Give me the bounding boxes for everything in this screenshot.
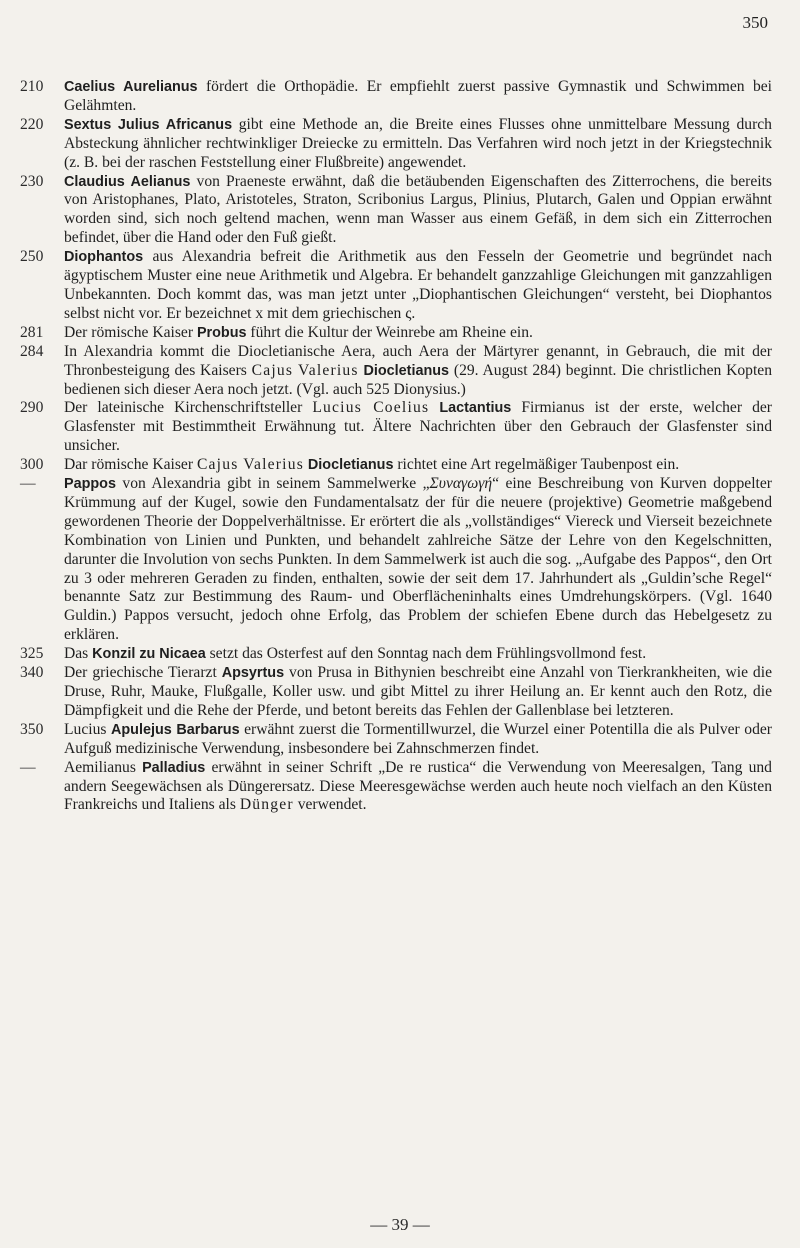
chronology-entry bbox=[20, 645, 772, 664]
text-run: Der lateinische Kirchenschriftsteller bbox=[64, 399, 313, 417]
entry-text bbox=[64, 645, 772, 664]
greek-title: Συναγωγή bbox=[429, 475, 493, 493]
text-run: Lucius bbox=[64, 720, 111, 738]
chronology-entry bbox=[20, 324, 772, 343]
chronology-entry bbox=[20, 116, 772, 173]
spaced-text: Cajus Valerius bbox=[196, 456, 304, 474]
entry-year: 250 bbox=[20, 248, 44, 266]
person-name: Diocletianus bbox=[307, 457, 394, 474]
text-run: In Alexandria kommt die Diocletianische Aera, auch Aera der Märtyrer genannt, in Gebrauch, die mit der Thronbesteigung des Kaisers bbox=[64, 342, 772, 379]
entry-text bbox=[64, 721, 772, 759]
entry-year: 300 bbox=[20, 456, 44, 474]
person-name: Apulejus Barbarus bbox=[110, 721, 240, 738]
entry-text bbox=[64, 248, 772, 324]
text-run: Dar römische Kaiser bbox=[64, 456, 197, 474]
page-number: 350 bbox=[742, 13, 768, 32]
text-run: Der römische Kaiser bbox=[64, 323, 197, 341]
chronology-entry bbox=[20, 343, 772, 400]
entry-year: 340 bbox=[20, 664, 44, 682]
chronology-entry bbox=[20, 759, 772, 816]
text-run: fördert die Orthopädie. Er empfiehlt zuerst passive Gymnastik und Schwimmen bei Gelähmten. bbox=[64, 78, 773, 114]
person-name: Lactantius bbox=[439, 400, 512, 417]
entry-year: 325 bbox=[20, 645, 44, 663]
entry-text bbox=[64, 456, 772, 475]
entry-text bbox=[64, 324, 772, 343]
spaced-text: Valerius bbox=[297, 361, 359, 379]
entry-year: 230 bbox=[20, 172, 44, 190]
text-run: erwähnt zuerst die Tormentillwurzel, die Wurzel einer Potentilla die als Pulver oder Aufguß medizinische Verwendung, insbesondere bei Zahnschmerzen findet. bbox=[64, 720, 772, 757]
entry-year: 350 bbox=[20, 720, 44, 738]
entry-year: 220 bbox=[20, 115, 44, 133]
text-run: von Praeneste erwähnt, daß die betäubenden Eigenschaften des Zitterrochens, die bereits von Aristophanes, Plato, Aristoteles, Straton, Scribonius Largus, Plinius, Plutarch, Galen und Oppian erwähnt worden sind, sich noch geltend machen, wenn man Wasser aus einem Gefäß, in dem sich ein Zitterrochen befindet, über die Hand oder den Fuß gießt. bbox=[64, 172, 772, 247]
chronology-entry bbox=[20, 664, 772, 721]
person-name: Sextus Julius Africanus bbox=[64, 116, 233, 133]
entry-text bbox=[64, 78, 772, 116]
entry-year: 284 bbox=[20, 342, 44, 360]
chronology-entry bbox=[20, 456, 772, 475]
text-run bbox=[429, 399, 439, 416]
person-name: Probus bbox=[196, 324, 247, 341]
person-name: Konzil zu Nicaea bbox=[92, 646, 206, 663]
text-run: erwähnt in seiner Schrift „De re rustica“ die Verwendung von Meeresalgen, Tang und andern Seegewächsen als Düngerersatz. Diese Meeresgewächse werden auch heute noch vielfach an den Küsten Frankreichs und Italiens als bbox=[64, 758, 772, 814]
text-run: Das bbox=[64, 645, 93, 663]
person-name: Caelius Aurelianus bbox=[64, 79, 198, 95]
text-run: verwendet. bbox=[293, 796, 367, 814]
text-run: von Prusa in Bithynien beschreibt eine Anzahl von Tierkrankheiten, wie die Druse, Ruhr, Mauke, Flußgalle, Koller usw. und gibt Mittel zu ihrer Heilung an. Er kennt auch den Rotz, die Dämpfigkeit und die Rehe der Pferde, und betont bereits das Fehlen der Gallenblase bei letzteren. bbox=[64, 664, 772, 719]
entry-year: 210 bbox=[20, 78, 44, 95]
chronology-entry bbox=[20, 399, 772, 456]
entry-year: 281 bbox=[20, 323, 44, 341]
text-run: Aemilianus bbox=[64, 758, 143, 776]
chronology-entry bbox=[20, 248, 772, 324]
entry-text bbox=[64, 759, 772, 816]
text-run: “ eine Beschreibung von Kurven doppelter Krümmung auf der Kugel, sowie den Fundamentalsatz der für die neuere (projektive) Geometrie maßgebend gewordenen Theorie der Doppelverhältnisse. Er erörtert die als „vollständiges“ Viereck und Vierseit bezeichnete Kombination von Linien und Punkten, und behandelt zahlreiche Sätze der Lehre von den Kegelschnitten, darunter die Involution von sechs Punkten. In dem Sammelwerk ist auch die sog. „Aufgabe des Pappos“, den Ort zu 3 oder mehreren Geraden zu finden, enthalten, sowie der seit dem 17. Jahrhundert als „Guldin’sche Regel“ benannte Satz zur Bestimmung des Raum- und Oberflächeninhalts eines Umdrehungskörpers. (Vgl. 1640 Guldin.) Pappos versucht, jedoch ohne Erfolg, das Problem der schiefen Ebene durch das Hebelgesetz zu erklären. bbox=[64, 475, 772, 644]
entry-text bbox=[64, 343, 772, 400]
person-name: Palladius bbox=[142, 759, 206, 776]
chronology-entry bbox=[20, 173, 772, 249]
text-run: führt die Kultur der Weinrebe am Rheine ein. bbox=[246, 323, 533, 341]
text-run: setzt das Osterfest auf den Sonntag nach dem Frühlingsvollmond fest. bbox=[205, 645, 647, 663]
text-run: (29. August 284) beginnt. Die christlichen Kopten bedienen sich dieser Aera noch jetzt. (Vgl. auch 525 Dionysius.) bbox=[64, 361, 773, 398]
entry-text bbox=[64, 173, 772, 249]
text-run: Der griechische Tierarzt bbox=[64, 664, 222, 682]
text-run: Firmianus ist der erste, welcher der Glasfenster mit Bestimmtheit Erwähnung tut. Ältere Nachrichten über den Gebrauch der Glasfenster sind unsicher. bbox=[64, 399, 772, 455]
text-run: aus Alexandria befreit die Arithmetik aus den Fesseln der Geometrie und begründet nach ägyptischem Muster eine neue Arithmetik und Algebra. Er behandelt ganzzahlige Gleichungen mit ganzzahligen Unbekannten. Doch kommt das, was man jetzt unter „Diophantischen Gleichungen“ versteht, bei Diophantos selbst nicht vor. Er bezeichnet x mit dem griechischen ς. bbox=[64, 248, 772, 322]
entry-year: 290 bbox=[20, 399, 44, 417]
entry-year: — bbox=[20, 758, 36, 776]
entry-text bbox=[64, 116, 772, 173]
text-run: von Alexandria gibt in seinem Sammelwerke „ bbox=[115, 475, 430, 493]
text-run: richtet eine Art regelmäßiger Taubenpost ein. bbox=[393, 456, 680, 474]
person-name: Apsyrtus bbox=[221, 665, 285, 682]
entry-text bbox=[64, 664, 772, 721]
chronology-entry bbox=[20, 78, 772, 116]
entry-text bbox=[64, 399, 772, 456]
footer-page-number: — 39 — bbox=[370, 1215, 430, 1234]
entry-year: — bbox=[20, 475, 36, 493]
person-name: Diophantos bbox=[64, 249, 144, 266]
person-name: Diocletianus bbox=[363, 362, 450, 379]
chronology-entries bbox=[20, 78, 772, 815]
spaced-text: Cajus bbox=[251, 361, 294, 379]
spaced-text: Dünger bbox=[239, 796, 294, 814]
person-name: Pappos bbox=[64, 476, 116, 493]
entry-text bbox=[64, 475, 772, 645]
person-name: Claudius Aelianus bbox=[64, 173, 191, 190]
chronology-entry bbox=[20, 721, 772, 759]
chronology-entry bbox=[20, 475, 772, 645]
text-run: gibt eine Methode an, die Breite eines Flusses ohne unmittelbare Messung durch Absteckung ähnlicher rechtwinkliger Dreiecke zu ermitteln. Das Verfahren wird noch jetzt in der Kriegstechnik (z. B. bei der raschen Feststellung einer Flußbreite) angewendet. bbox=[64, 115, 772, 171]
spaced-text: Lucius Coelius bbox=[312, 399, 430, 417]
